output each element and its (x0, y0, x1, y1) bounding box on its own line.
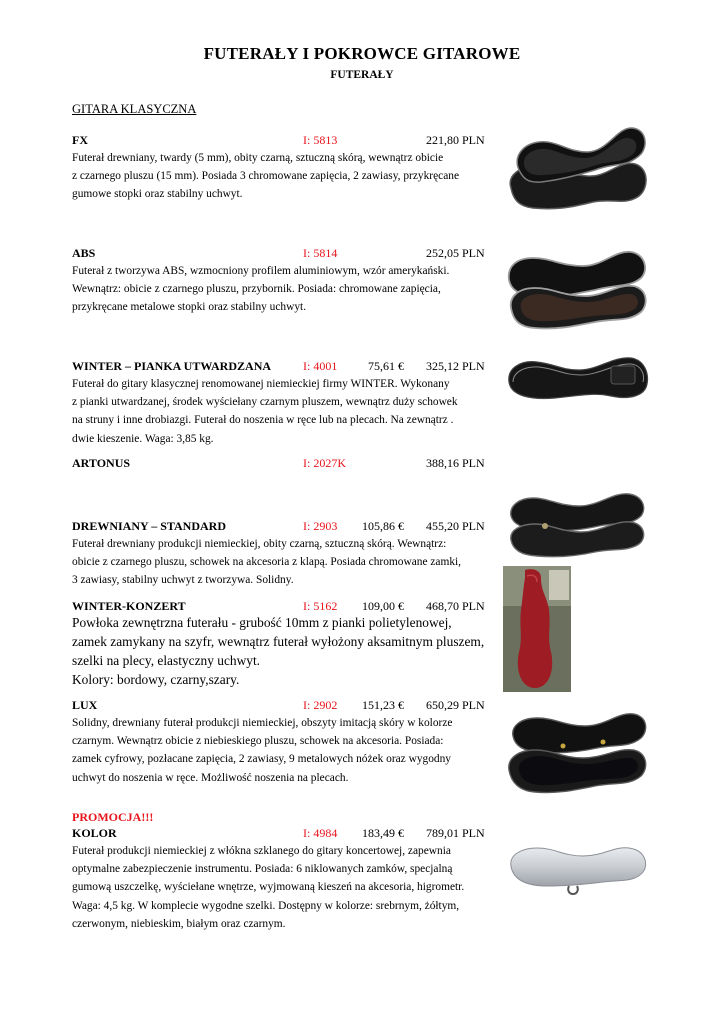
product-description: Futerał drewniany produkcji niemieckiej, obity czarną, sztuczną skórą. Wewnątrz: obicie z czarnego pluszu, schowek na akcesoria z klapą. Posiada chromowane zamki, 3 zawiasy, stabilny uchwyt z tworzywa. Solidny. (72, 538, 462, 587)
product-price-eur: 151,23 € (362, 698, 404, 712)
product-price-pln: 252,05 PLN (426, 246, 485, 260)
product-name: ARTONUS (72, 456, 131, 470)
product-name: DREWNIANY – STANDARD (72, 519, 227, 533)
product-price-eur: 183,49 € (362, 826, 404, 840)
abs-case-photo (503, 236, 651, 334)
product-description: Futerał do gitary klasycznej renomowanej niemieckiej firmy WINTER. Wykonany z pianki utwardzanej, środek wyściełany czarnym pluszem, wewnątrz duży schowek na struny i inne drobiazgi. Futerał do noszenia w ręce lub na plecach. Na zewnątrz . dwie kieszenie. Waga: 3,85 kg. (72, 378, 458, 445)
product-code: I: 2902 (303, 698, 338, 712)
product-code: I: 5814 (303, 246, 338, 260)
product-code: I: 2027K (303, 456, 346, 470)
winter-konzert-case-photo (503, 566, 571, 692)
artonus-case-photo (503, 488, 651, 560)
product-name: FX (72, 133, 88, 147)
product-description: Powłoka zewnętrzna futerału - grubość 10mm z pianki polietylenowej, zamek zamykany na szyfr, wewnątrz futerał wyłożony aksamitnym pluszem, szelki na plecy, elastyczny uchwyt. Kolory: bordowy, czarny,szary. (72, 615, 485, 687)
product-code: I: 5813 (303, 133, 338, 147)
product-price-eur: 105,86 € (362, 519, 404, 533)
product-price-pln: 650,29 PLN (426, 698, 485, 712)
product-code: I: 4001 (303, 359, 338, 373)
product-description: Futerał drewniany, twardy (5 mm), obity czarną, sztuczną skórą, wewnątrz obicie z czarnego pluszu (15 mm). Posiada 3 chromowane zapięcia, 2 zawiasy, przykręcane gumowe stopki oraz stabilny uchwyt. (72, 152, 460, 201)
product-price-pln: 388,16 PLN (426, 456, 485, 470)
product-price-pln: 789,01 PLN (426, 826, 485, 840)
winter-gigbag-photo (503, 348, 651, 408)
product-name: ABS (72, 246, 96, 260)
promo-label: PROMOCJA!!! (72, 810, 154, 824)
product-name: WINTER – PIANKA UTWARDZANA (72, 359, 272, 373)
kolor-case-photo (503, 836, 651, 896)
product-name: LUX (72, 698, 98, 712)
product-price-pln: 325,12 PLN (426, 359, 485, 373)
product-description: Futerał produkcji niemieckiej z włókna szklanego do gitary koncertowej, zapewnia optymalne zabezpieczenie instrumentu. Posiada: 6 niklowanych zamków, specjalną gumową uszczelkę, wyściełane wnętrze, wyjmowaną kieszeń na akcesoria, higrometr. Waga: 4,5 kg. W komplecie wygodne szelki. Dostępny w kolorze: srebrnym, żółtym, czerwonym, niebieskim, białym oraz czarnym. (72, 845, 465, 930)
product-name: KOLOR (72, 826, 117, 840)
fx-case-photo (503, 118, 651, 218)
product-code: I: 5162 (303, 599, 338, 613)
product-price-pln: 221,80 PLN (426, 133, 485, 147)
page-subtitle: FUTERAŁY (330, 69, 394, 81)
product-name: WINTER-KONZERT (72, 599, 186, 613)
lux-case-photo (503, 706, 651, 802)
product-price-pln: 455,20 PLN (426, 519, 485, 533)
product-description: Futerał z tworzywa ABS, wzmocniony profilem aluminiowym, wzór amerykański. Wewnątrz: obicie z czarnego pluszu, przybornik. Posiada: chromowane zapięcia, przykręcane metalowe stopki oraz stabilny uchwyt. (72, 265, 450, 314)
product-code: I: 4984 (303, 826, 338, 840)
product-price-eur: 109,00 € (362, 599, 404, 613)
product-price-pln: 468,70 PLN (426, 599, 485, 613)
product-price-eur: 75,61 € (368, 359, 404, 373)
product-description: Solidny, drewniany futerał produkcji niemieckiej, obszyty imitacją skóry w kolorze czarnym. Wewnątrz obicie z niebieskiego pluszu, schowek na akcesoria. Posiada: zamek cyfrowy, pozłacane zapięcia, 2 zawiasy, 9 metalowych nóżek oraz wygodny uchwyt do noszenia w ręce. Możliwość noszenia na plecach. (72, 717, 453, 784)
section-heading: GITARA KLASYCZNA (72, 102, 197, 116)
product-code: I: 2903 (303, 519, 338, 533)
page-title: FUTERAŁY I POKROWCE GITAROWE (203, 44, 521, 63)
